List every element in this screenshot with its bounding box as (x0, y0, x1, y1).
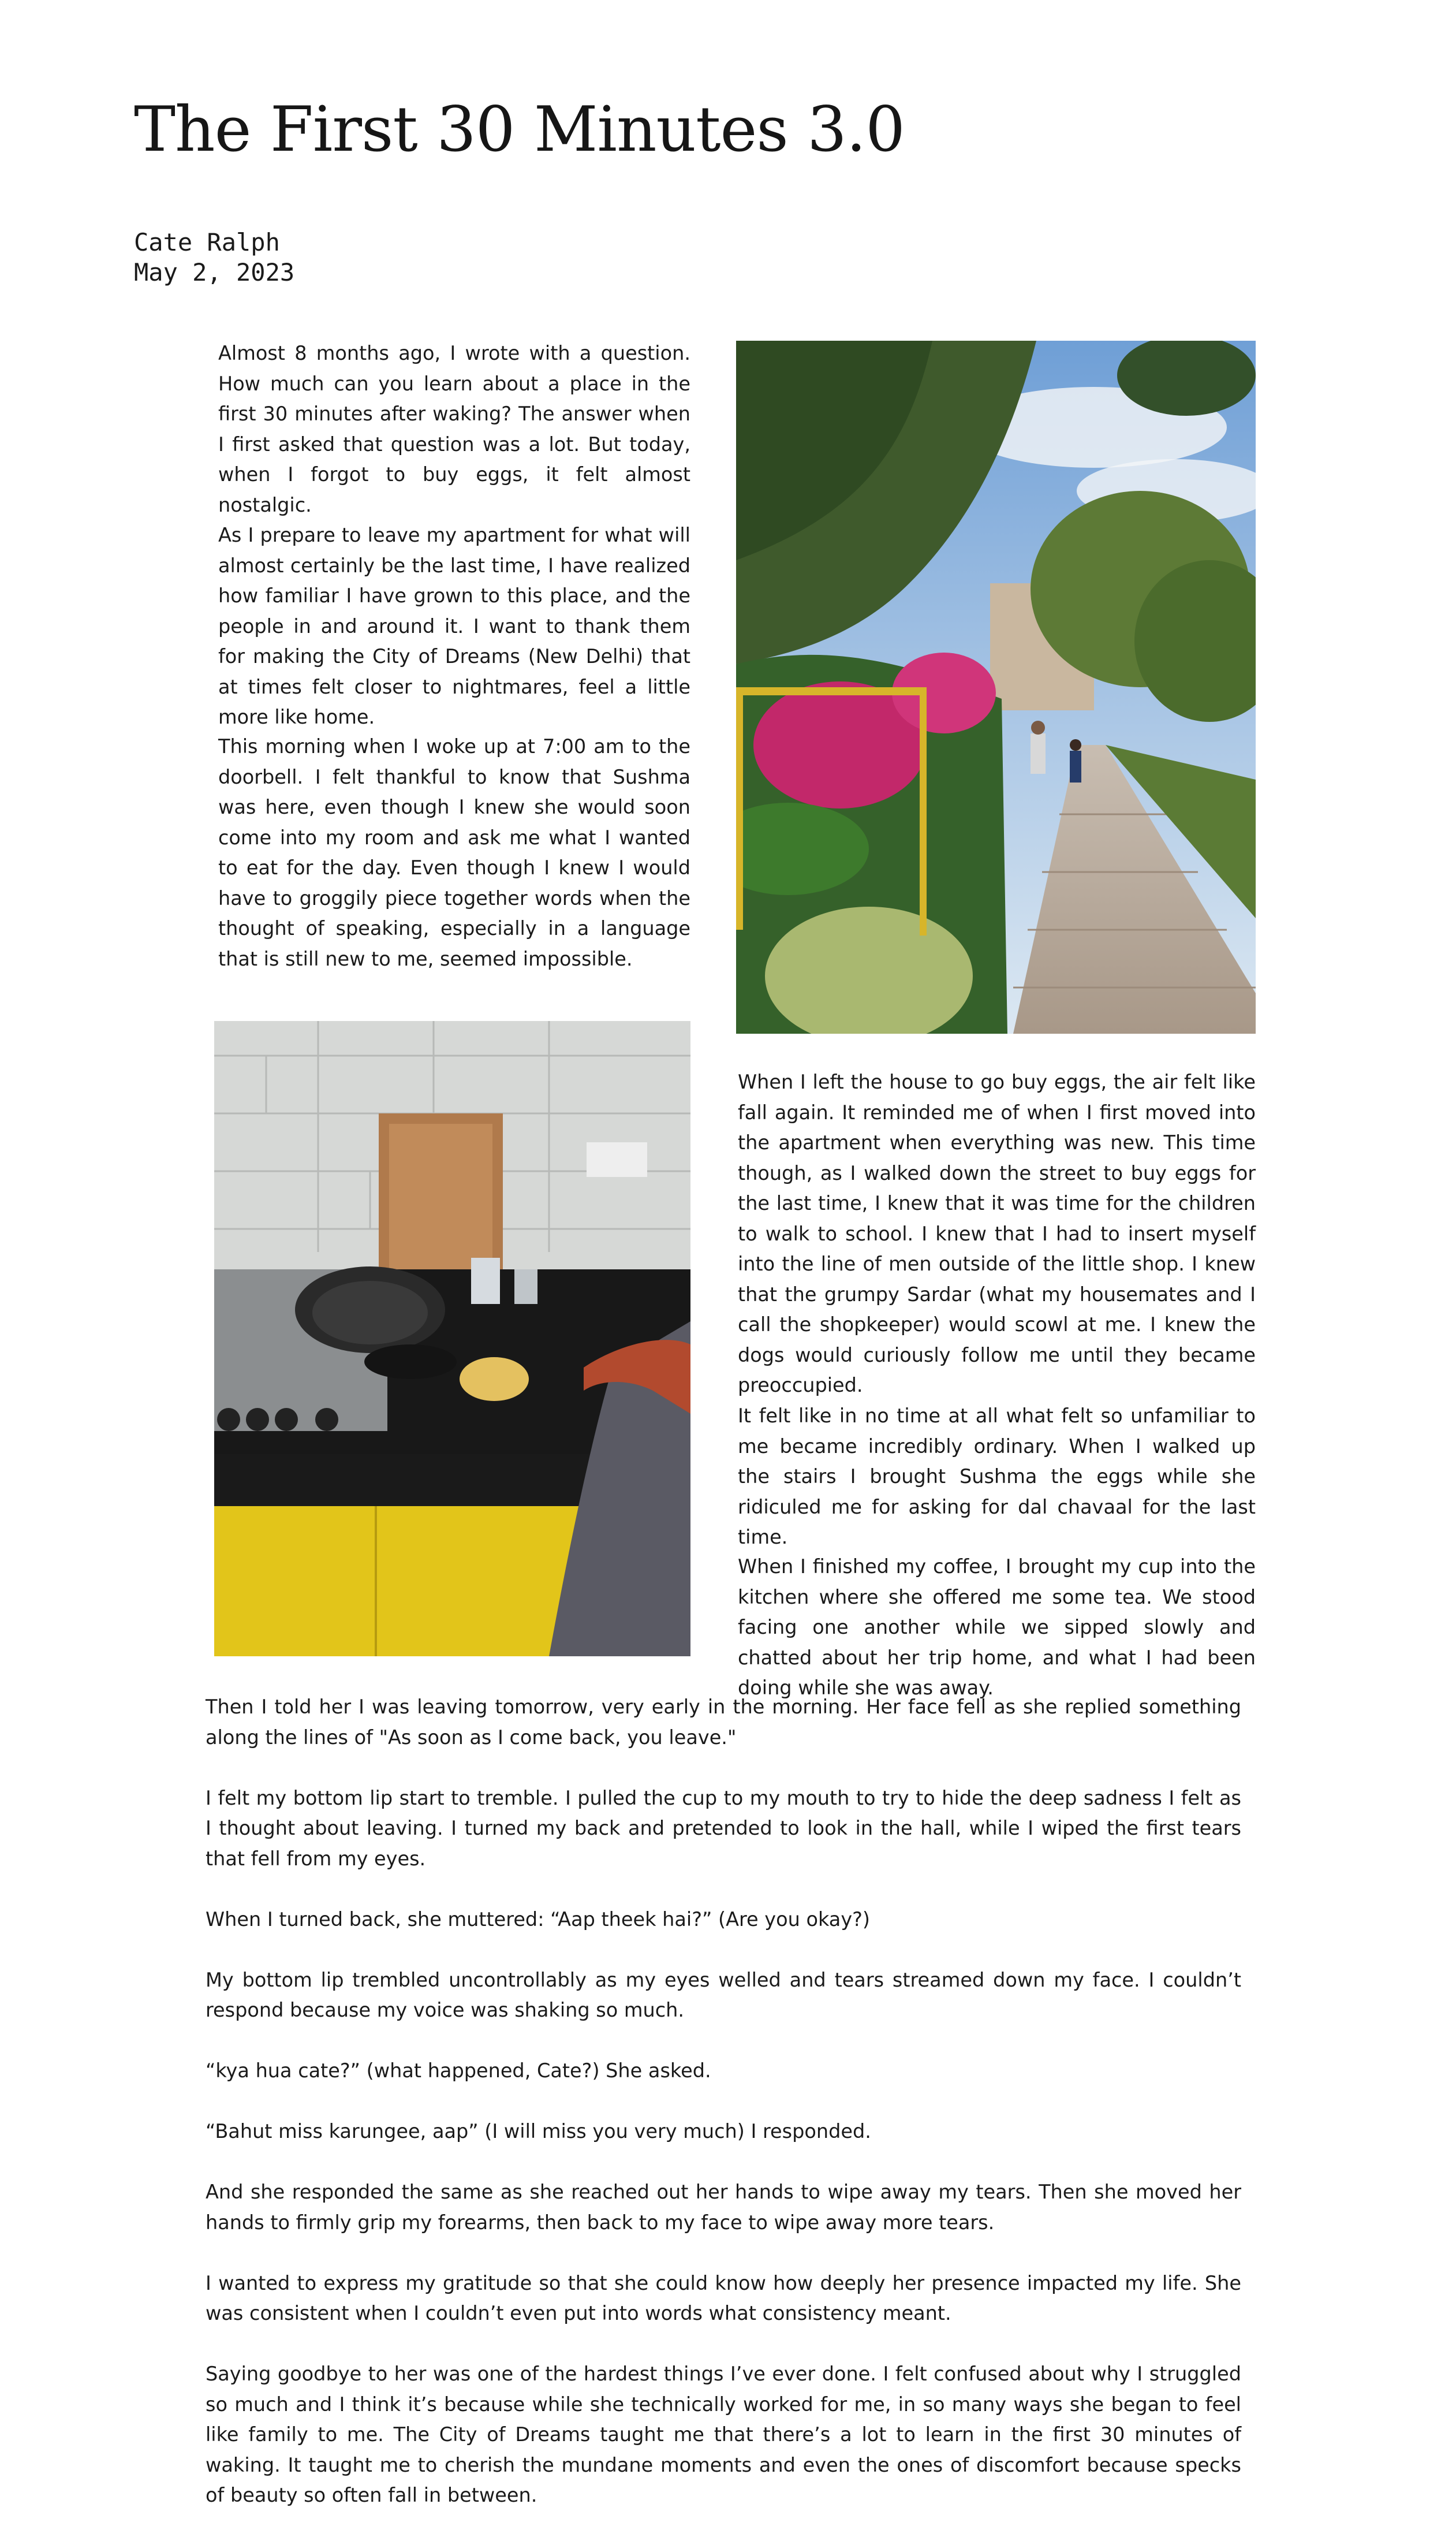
tears-paragraph: My bottom lip trembled uncontrollably as my eyes welled and tears streamed down my face. I couldn’t respond because my voice was shaking so much. (206, 1968, 1241, 2021)
miss-you-paragraph: “Bahut miss karungee, aap” (I will miss you very much) I responded. (206, 2120, 871, 2143)
author-name: Cate Ralph (134, 228, 280, 256)
article-meta (134, 228, 294, 288)
publish-date: May 2, 2023 (134, 258, 295, 286)
what-happened-paragraph: “kya hua cate?” (what happened, Cate?) She asked. (206, 2059, 711, 2082)
turned-back-paragraph: When I turned back, she muttered: “Aap theek hai?” (Are you okay?) (206, 1907, 871, 1931)
leaving-paragraph: Then I told her I was leaving tomorrow, very early in the morning. Her face fell as she replied something along the lines of "As soon as I come back, you leave." (206, 1696, 1241, 1749)
intro-paragraph: Almost 8 months ago, I wrote with a question. How much can you learn about a place in the first 30 minutes after waking? The answer when I first asked that question was a lot. But today, when I forgot to buy eggs, it felt almost nostalgic. (218, 342, 690, 516)
article-title: The First 30 Minutes 3.0 (134, 94, 905, 166)
kitchen-stove-photo (214, 1021, 690, 1656)
goodbye-paragraph: Saying goodbye to her was one of the hardest things I’ve ever done. I felt confused about why I struggled so much and I think it’s because while she technically worked for me, in so many ways she began to feel like family to me. The City of Dreams taught me that there’s a lot to learn in the first 30 minutes of waking. It taught me to cherish the mundane moments and even the ones of discomfort because specks of beauty so often fall in between. (206, 2363, 1241, 2506)
closing-section (206, 1692, 1241, 2541)
wipe-tears-paragraph: And she responded the same as she reached out her hands to wipe away my tears. Then she moved her hands to firmly grip my forearms, then back to my face to wipe away more tears. (206, 2181, 1241, 2234)
eggs-paragraph: When I left the house to go buy eggs, the air felt like fall again. It reminded me of when I first moved into the apartment when everything was new. This time though, as I walked down the street to buy eggs for the last time, I knew that it was time for the children to walk to school. I knew that I had to insert myself into the line of men outside of the little shop. I knew that the grumpy Sardar (what my housemates and I call the shopkeeper) would scowl at me. I knew the dogs would curiously follow me until they became preoccupied. (738, 1071, 1256, 1396)
apartment-paragraph: As I prepare to leave my apartment for what will almost certainly be the last time, I have realized how familiar I have grown to this place, and the people in and around it. I want to thank them for making the City of Dreams (New Delhi) that at times felt closer to nightmares, feel a little more like home. (218, 524, 690, 728)
gratitude-paragraph: I wanted to express my gratitude so that she could know how deeply her presence impacted my life. She was consistent when I couldn’t even put into words what consistency meant. (206, 2271, 1241, 2324)
coffee-paragraph: When I finished my coffee, I brought my cup into the kitchen where she offered me some tea. We stood facing one another while we sipped slowly and chatted about her trip home, and what I had been doing while she was away. (738, 1555, 1256, 1699)
ordinary-paragraph: It felt like in no time at all what felt so unfamiliar to me became incredibly ordinary. When I walked up the stairs I brought Sushma the eggs while she ridiculed me for asking for dal chavaal for the last time. (738, 1404, 1256, 1548)
lip-tremble-paragraph: I felt my bottom lip start to tremble. I pulled the cup to my mouth to try to hide the deep sadness I felt as I thought about leaving. I turned my back and pretended to look in the hall, while I wiped the first tears that fell from my eyes. (206, 1786, 1241, 1870)
park-walkway-photo (736, 341, 1256, 1034)
morning-paragraph: This morning when I woke up at 7:00 am to the doorbell. I felt thankful to know that Sushma was here, even though I knew she would soon come into my room and ask me what I wanted to eat for the day. Even though I knew I would have to groggily piece together words when the thought of speaking, especially in a language that is still new to me, seemed impossible. (218, 735, 690, 970)
